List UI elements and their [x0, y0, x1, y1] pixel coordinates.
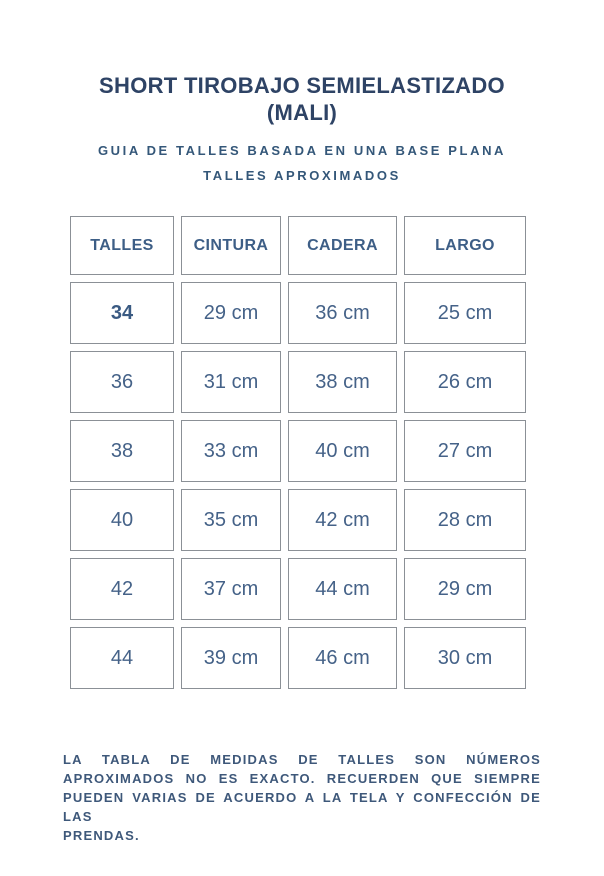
table-cell-talles: 44	[70, 627, 174, 689]
title-line-1: SHORT TIROBAJO SEMIELASTIZADO	[99, 73, 505, 98]
table-cell-cintura: 35 cm	[181, 489, 281, 551]
table-cell-largo: 25 cm	[404, 282, 526, 344]
table-cell-talles: 38	[70, 420, 174, 482]
subtitle-line-2: TALLES APROXIMADOS	[203, 168, 401, 183]
disclaimer-line-3: PUEDEN VARIAS DE ACUERDO A LA TELA Y CONFECCIÓN DE LAS	[63, 790, 541, 824]
table-cell-cadera: 38 cm	[288, 351, 397, 413]
column-header-cintura: CINTURA	[181, 216, 281, 275]
table-cell-cadera: 46 cm	[288, 627, 397, 689]
table-cell-largo: 27 cm	[404, 420, 526, 482]
disclaimer-line-4: PRENDAS.	[63, 828, 140, 843]
table-cell-cintura: 33 cm	[181, 420, 281, 482]
table-cell-largo: 30 cm	[404, 627, 526, 689]
table-cell-cadera: 36 cm	[288, 282, 397, 344]
subtitle-line-1: GUIA DE TALLES BASADA EN UNA BASE PLANA	[97, 143, 507, 158]
table-cell-talles: 42	[70, 558, 174, 620]
table-cell-largo: 28 cm	[404, 489, 526, 551]
table-cell-cintura: 39 cm	[181, 627, 281, 689]
title-line-2: (MALI)	[266, 100, 338, 125]
size-table	[70, 216, 526, 689]
table-cell-cadera: 42 cm	[288, 489, 397, 551]
table-cell-largo: 29 cm	[404, 558, 526, 620]
table-cell-cadera: 44 cm	[288, 558, 397, 620]
table-cell-cintura: 37 cm	[181, 558, 281, 620]
disclaimer-line-1: LA TABLA DE MEDIDAS DE TALLES SON NÚMEROS	[63, 752, 541, 767]
table-cell-largo: 26 cm	[404, 351, 526, 413]
page-subtitle	[0, 138, 604, 188]
column-header-talles: TALLES	[70, 216, 174, 275]
table-cell-cintura: 31 cm	[181, 351, 281, 413]
page-title	[0, 72, 604, 126]
table-cell-talles: 36	[70, 351, 174, 413]
disclaimer-line-2: APROXIMADOS NO ES EXACTO. RECUERDEN QUE SIEMPRE	[63, 771, 541, 786]
column-header-largo: LARGO	[404, 216, 526, 275]
table-cell-talles: 34	[70, 282, 174, 344]
table-cell-cadera: 40 cm	[288, 420, 397, 482]
table-cell-cintura: 29 cm	[181, 282, 281, 344]
column-header-cadera: CADERA	[288, 216, 397, 275]
disclaimer-note	[63, 750, 541, 845]
table-cell-talles: 40	[70, 489, 174, 551]
